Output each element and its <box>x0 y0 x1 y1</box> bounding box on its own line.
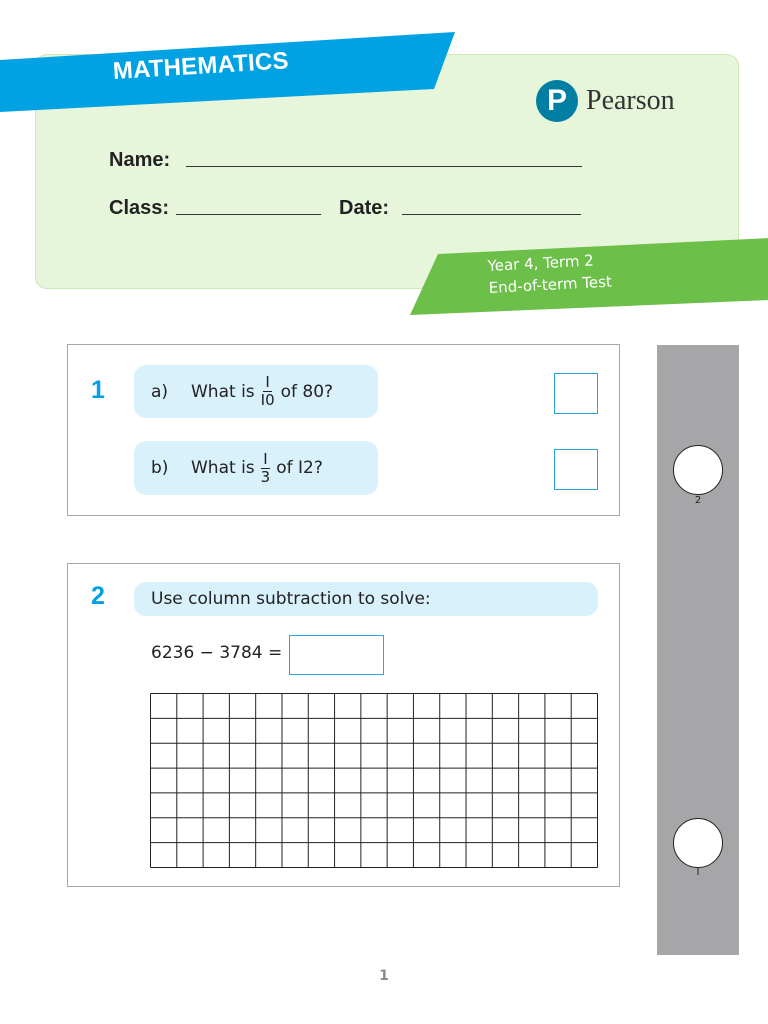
mark-circle-q1[interactable] <box>673 445 723 495</box>
question-1-number: 1 <box>91 376 105 404</box>
question-1a <box>134 365 378 418</box>
pearson-logo <box>536 80 675 122</box>
fraction <box>261 451 271 486</box>
question-1b <box>134 441 378 495</box>
class-label: Class: <box>109 197 170 219</box>
name-field[interactable] <box>186 166 582 167</box>
mark-circle-q2[interactable] <box>673 818 723 868</box>
question-2-number: 2 <box>91 582 105 610</box>
pearson-logo-text: Pearson <box>586 85 675 116</box>
date-label: Date: <box>339 197 390 219</box>
term-label: Year 4, Term 2 <box>487 251 595 275</box>
instruction-text: Use column subtraction to solve: <box>151 589 431 609</box>
name-label: Name: <box>109 149 171 171</box>
question-text: of 80? <box>280 381 334 402</box>
date-field[interactable] <box>402 214 581 215</box>
fraction-denominator: 3 <box>260 467 271 486</box>
fraction-denominator: I0 <box>260 391 275 409</box>
answer-box-2[interactable] <box>289 635 384 675</box>
part-label: b) <box>151 458 169 478</box>
question-text: of I2? <box>276 458 323 478</box>
fraction-numerator: I <box>265 373 270 391</box>
part-label: a) <box>151 381 169 402</box>
fraction <box>261 374 275 409</box>
subject-title: MATHEMATICS <box>112 47 290 85</box>
subtraction-equation: 6236 − 3784 = <box>151 643 283 663</box>
class-field[interactable] <box>176 214 321 215</box>
answer-box-1b[interactable] <box>554 449 598 490</box>
answer-box-1a[interactable] <box>554 373 598 414</box>
question-text: What is <box>191 381 255 402</box>
mark-total-q1: 2 <box>694 495 702 506</box>
fraction-numerator: I <box>263 449 268 468</box>
page-number: 1 <box>379 968 389 984</box>
term-tag-text <box>487 249 612 299</box>
pearson-logo-icon: P <box>536 80 578 122</box>
question-text: What is <box>191 458 255 478</box>
test-label: End-of-term Test <box>488 272 613 297</box>
working-grid[interactable] <box>150 693 598 868</box>
mark-total-q2: I <box>696 867 700 878</box>
question-2-instruction <box>134 582 598 616</box>
